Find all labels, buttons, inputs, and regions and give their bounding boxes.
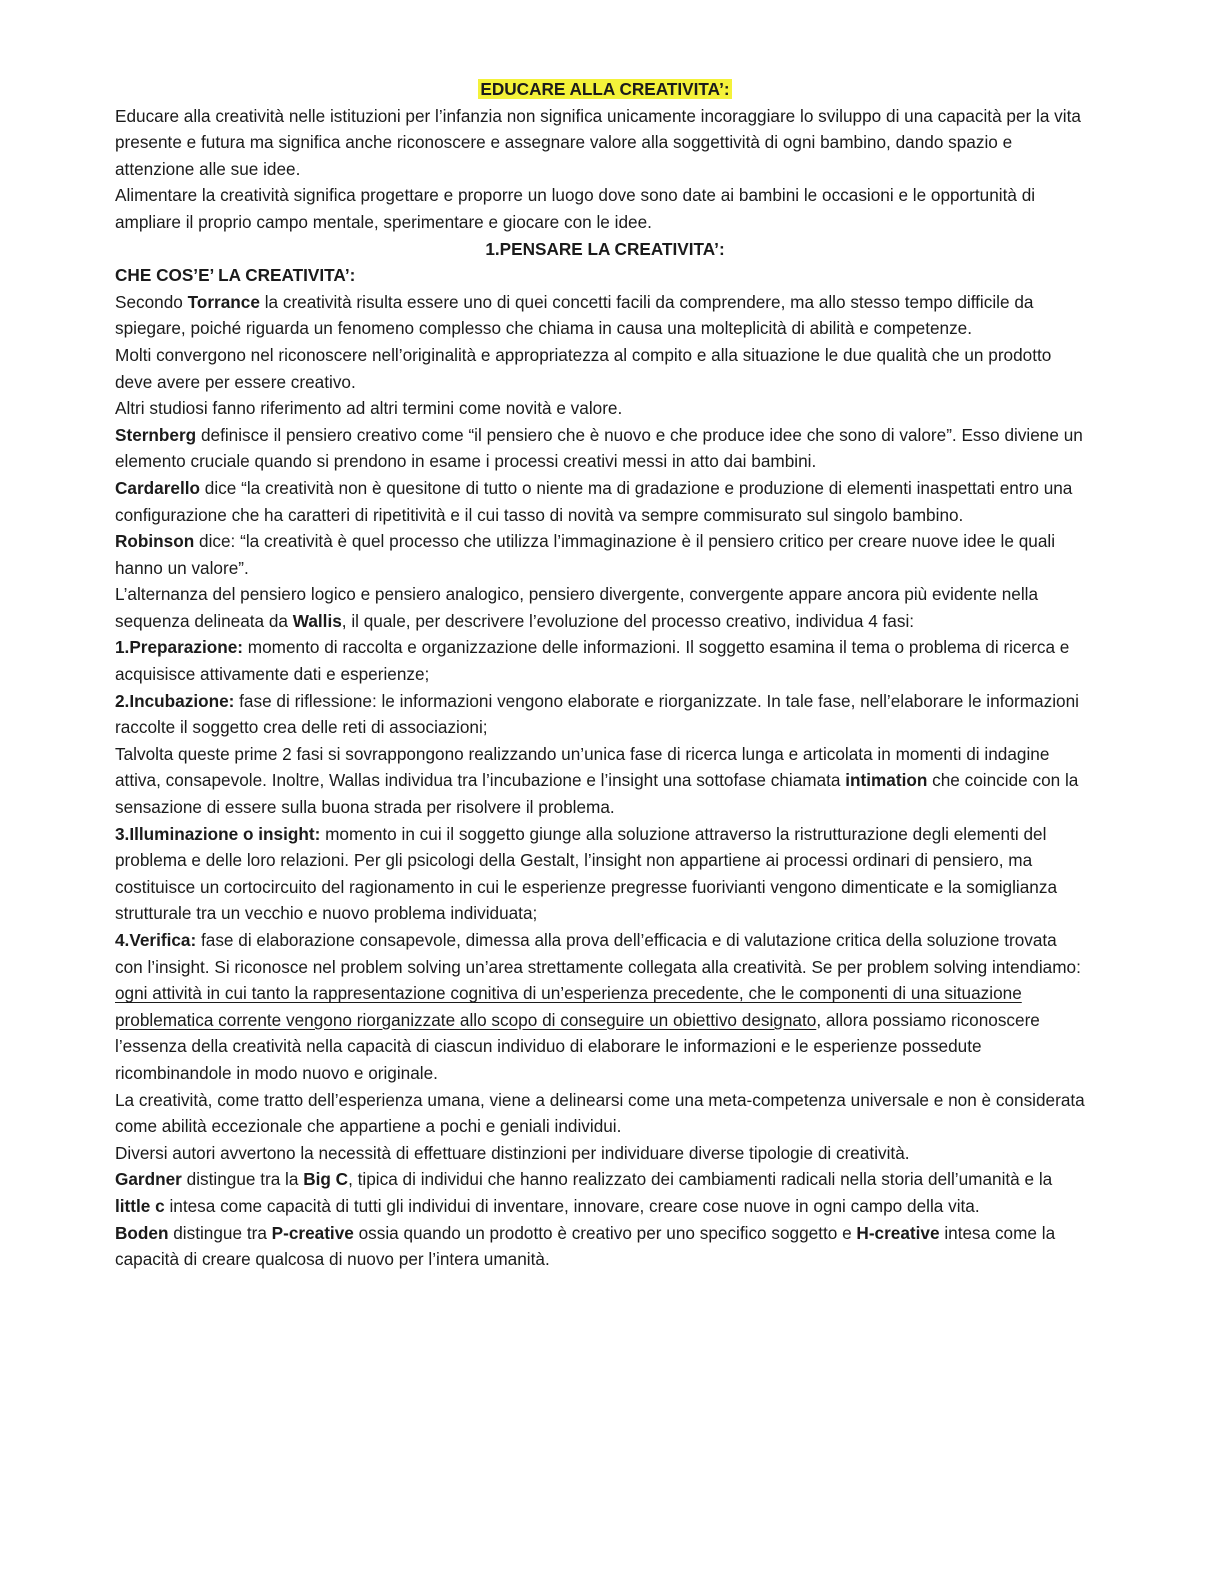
cardarello-paragraph — [115, 475, 1085, 528]
h-creative-term: H-creative — [856, 1222, 940, 1243]
phase-3-text: momento in cui il soggetto giunge alla soluzione attraverso la ristrutturazione degli elementi del problema e delle loro relazioni. Per gli psicologi della Gestalt, l’insight non appartiene ai processi ordinari di pensiero, ma costituisce un cortocircuito del ragionamento in cui le esperienze pregresse fuorivianti vengono dimenticate e la somiglianza strutturale tra un vecchio e nuovo problema individuata; — [115, 823, 1058, 924]
meta-paragraph: La creatività, come tratto dell’esperienza umana, viene a delinearsi come una meta-competenza universale e non è considerata come abilità eccezionale che appartiene a pochi e geniali individui. — [115, 1089, 1085, 1137]
phase-3-paragraph — [115, 821, 1085, 927]
boden-t1: distingue tra — [168, 1222, 272, 1243]
phase-4-text: fase di elaborazione consapevole, dimessa alla prova dell’efficacia e di valutazione critica della soluzione trovata con l’insight. Si riconosce nel problem solving un’area strettamente collegata alla creatività. Se per problem solving intendiamo: — [115, 930, 1081, 977]
phase-4-paragraph — [115, 927, 1085, 1087]
talvolta-post: che coincide con la sensazione di essere sulla buona strada per risolvere il problema. — [115, 770, 1079, 818]
section-heading: 1.PENSARE LA CREATIVITA’: — [485, 238, 725, 259]
boden-name: Boden — [115, 1222, 169, 1243]
subheading: CHE COS’E’ LA CREATIVITA’: — [115, 265, 356, 286]
phase-3-label: 3.Illuminazione o insight: — [115, 823, 321, 844]
wallis-pre: L’alternanza del pensiero logico e pensiero analogico, pensiero divergente, convergente appare ancora più evidente nella sequenza delineata da — [115, 584, 1039, 631]
talvolta-paragraph — [115, 741, 1085, 821]
phase-1-paragraph — [115, 634, 1085, 687]
sternberg-paragraph — [115, 422, 1085, 475]
wallis-name: Wallis — [292, 610, 342, 631]
gardner-t1: distingue tra la — [181, 1169, 304, 1190]
cardarello-name: Cardarello — [115, 477, 201, 498]
gardner-t2: , tipica di individui che hanno realizzato dei cambiamenti radicali nella storia dell’umanità e la — [348, 1169, 1053, 1190]
intro-paragraph-2: Alimentare la creatività significa progettare e proporre un luogo dove sono date ai bambini le occasioni e le opportunità di ampliare il proprio campo mentale, sperimentare e giocare con le idee. — [115, 185, 1036, 232]
molti-paragraph: Molti convergono nel riconoscere nell’originalità e appropriatezza al compito e alla situazione le due qualità che un prodotto deve avere per essere creativo. — [115, 344, 1052, 392]
gardner-paragraph — [115, 1166, 1085, 1219]
gardner-name: Gardner — [115, 1169, 182, 1190]
cardarello-text: dice “la creatività non è quesitone di tutto o niente ma di gradazione e produzione di elementi inaspettati entro una configurazione che ha caratteri di ripetitività e il cui tasso di novità va sempre commisurato sul singolo bambino. — [115, 477, 1073, 525]
torrance-paragraph — [115, 289, 1085, 342]
diversi-paragraph: Diversi autori avvertono la necessità di effettuare distinzioni per individuare diverse tipologie di creatività. — [115, 1142, 910, 1163]
title-row — [125, 76, 1085, 103]
page-title: EDUCARE ALLA CREATIVITA’: — [480, 79, 730, 99]
boden-t3: intesa come la capacità di creare qualcosa di nuovo per l’intera umanità. — [115, 1222, 1056, 1270]
phase-4-post: , allora possiamo riconoscere l’essenza della creatività nella capacità di ciascun individuo di elaborare le informazioni e le esperienze possedute ricombinandole in modo nuovo e originale. — [115, 1009, 1040, 1083]
talvolta-pre: Talvolta queste prime 2 fasi si sovrappongono realizzando un’unica fase di ricerca lunga e articolata in momenti di indagine attiva, consapevole. Inoltre, Wallas individua tra l’incubazione e l’insight una sottofase chiamata — [115, 743, 1050, 791]
p-creative-term: P-creative — [271, 1222, 354, 1243]
intimation-term: intimation — [845, 770, 928, 791]
altri-paragraph: Altri studiosi fanno riferimento ad altri termini come novità e valore. — [115, 398, 623, 419]
wallis-post: , il quale, per descrivere l’evoluzione del processo creativo, individua 4 fasi: — [341, 610, 915, 631]
robinson-paragraph — [115, 528, 1085, 581]
boden-paragraph — [115, 1220, 1085, 1273]
phase-2-label: 2.Incubazione: — [115, 690, 235, 711]
robinson-name: Robinson — [115, 531, 195, 552]
phase-4-label: 4.Verifica: — [115, 930, 197, 950]
torrance-text: la creatività risulta essere uno di quei concetti facili da comprendere, ma allo stesso tempo difficile da spiegare, poiché riguarda un fenomeno complesso che chiama in causa una molteplicità di abilità e competenze. — [115, 291, 1034, 339]
wallis-paragraph — [115, 581, 1085, 634]
phase-1-label: 1.Preparazione: — [115, 637, 243, 658]
boden-t2: ossia quando un prodotto è creativo per uno specifico soggetto e — [353, 1222, 857, 1243]
torrance-name: Torrance — [187, 291, 260, 312]
phase-2-text: fase di riflessione: le informazioni vengono elaborate e riorganizzate. In tale fase, nell’elaborare le informazioni raccolte il soggetto crea delle reti di associazioni; — [115, 690, 1079, 738]
intro-paragraph-1: Educare alla creatività nelle istituzioni per l’infanzia non significa unicamente incoraggiare lo sviluppo di una capacità per la vita presente e futura ma significa anche riconoscere e assegnare valore alla soggettività di ogni bambino, dando spazio e attenzione alle sue idee. — [115, 105, 1081, 179]
phase-1-text: momento di raccolta e organizzazione delle informazioni. Il soggetto esamina il tema o problema di ricerca e acquisisce attivamente dati e esperienze; — [115, 637, 1070, 685]
robinson-text: dice: “la creatività è quel processo che utilizza l’immaginazione è il pensiero critico per creare nuove idee le quali hanno un valore”. — [115, 531, 1056, 578]
big-c-term: Big C — [303, 1169, 349, 1190]
phase-2-paragraph — [115, 688, 1085, 741]
sternberg-name: Sternberg — [115, 424, 197, 445]
gardner-t3: intesa come capacità di tutti gli individui di inventare, innovare, creare cose nuove in ogni campo della vita. — [164, 1195, 980, 1216]
sternberg-text: definisce il pensiero creativo come “il pensiero che è nuovo e che produce idee che sono di valore”. Esso diviene un elemento cruciale quando si prendono in esame i processi creativi messi in atto dai bambini. — [115, 424, 1083, 472]
problem-solving-definition: ogni attività in cui tanto la rappresentazione cognitiva di un’esperienza precedente, che le componenti di una situazione problematica corrente vengono riorganizzate allo scopo di conseguire un obiettivo designato — [115, 983, 1022, 1030]
little-c-term: little c — [115, 1195, 165, 1216]
torrance-pre: Secondo — [115, 291, 188, 312]
